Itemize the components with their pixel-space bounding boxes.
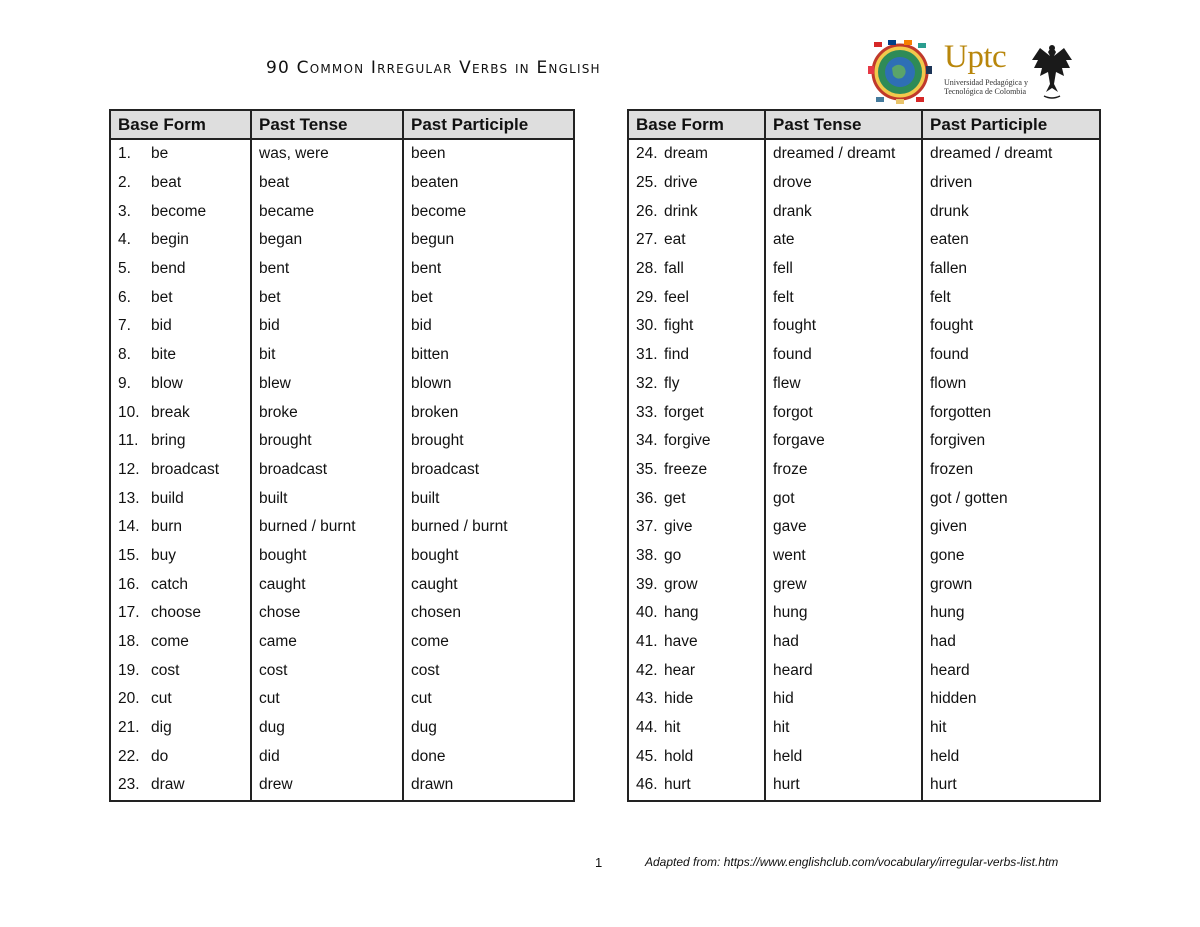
base-form-text: forget bbox=[664, 403, 704, 421]
cell-past-tense: fell bbox=[765, 255, 922, 284]
row-number: 2. bbox=[118, 174, 131, 192]
cell-past-participle: hit bbox=[930, 719, 947, 737]
cell-past-tense: broke bbox=[251, 398, 403, 427]
cell-past-participle: flown bbox=[930, 374, 967, 392]
row-number: 11. bbox=[118, 432, 139, 450]
table-row bbox=[628, 197, 1100, 226]
cell-base-form bbox=[110, 370, 251, 399]
table-row bbox=[110, 427, 574, 456]
base-form-text: drink bbox=[664, 202, 698, 220]
row-number: 27. bbox=[636, 231, 658, 249]
cell-past-participle: given bbox=[930, 518, 968, 536]
source-attribution: Adapted from: https://www.englishclub.com/vocabulary/irregular-verbs-list.htm bbox=[645, 855, 1059, 869]
base-form-text: do bbox=[151, 747, 169, 765]
table-row bbox=[110, 197, 574, 226]
table-row bbox=[110, 226, 574, 255]
cell-past-participle: grown bbox=[930, 575, 973, 593]
base-form-text: build bbox=[151, 489, 184, 507]
header-past-tense: Past Tense bbox=[765, 110, 922, 139]
cell-past-tense: beat bbox=[251, 169, 403, 198]
table-row bbox=[628, 628, 1100, 657]
header-past-participle: Past Participle bbox=[922, 110, 1100, 139]
table-row bbox=[628, 398, 1100, 427]
cell-base-form bbox=[628, 255, 765, 284]
cell-base-form bbox=[628, 484, 765, 513]
cell-past-participle: come bbox=[411, 633, 449, 651]
verbs-table-right bbox=[627, 109, 1101, 802]
cell-past-participle: forgiven bbox=[930, 432, 986, 450]
row-number: 12. bbox=[118, 460, 140, 478]
cell-past-tense: was, were bbox=[251, 139, 403, 169]
row-number: 32. bbox=[636, 374, 658, 392]
cell-past-tense: flew bbox=[765, 370, 922, 399]
cell-base-form bbox=[110, 427, 251, 456]
cell-base-form bbox=[110, 312, 251, 341]
row-number: 9. bbox=[118, 374, 131, 392]
cell-base-form bbox=[628, 370, 765, 399]
cell-past-participle: bent bbox=[411, 260, 442, 278]
cell-past-tense: drove bbox=[765, 169, 922, 198]
cell-base-form bbox=[628, 341, 765, 370]
cell-past-tense: caught bbox=[251, 570, 403, 599]
base-form-text: break bbox=[151, 403, 190, 421]
row-number: 18. bbox=[118, 633, 140, 651]
cell-base-form bbox=[628, 599, 765, 628]
base-form-text: bid bbox=[151, 317, 172, 335]
row-number: 25. bbox=[636, 174, 658, 192]
table-row bbox=[110, 341, 574, 370]
table-row bbox=[628, 656, 1100, 685]
base-form-text: become bbox=[151, 202, 207, 220]
cell-past-participle: done bbox=[411, 747, 446, 765]
header-past-tense: Past Tense bbox=[251, 110, 403, 139]
table-header-row bbox=[110, 110, 574, 139]
table-row bbox=[628, 226, 1100, 255]
base-form-text: bite bbox=[151, 346, 176, 364]
cell-past-tense: dreamed / dreamt bbox=[765, 139, 922, 169]
table-row bbox=[628, 714, 1100, 743]
cell-past-tense: fought bbox=[765, 312, 922, 341]
base-form-text: find bbox=[664, 346, 689, 364]
table-row bbox=[628, 771, 1100, 801]
base-form-text: grow bbox=[664, 575, 698, 593]
row-number: 30. bbox=[636, 317, 658, 335]
cell-past-participle: beaten bbox=[411, 174, 459, 192]
table-row bbox=[110, 570, 574, 599]
base-form-text: choose bbox=[151, 604, 201, 622]
row-number: 17. bbox=[118, 604, 140, 622]
base-form-text: cut bbox=[151, 690, 172, 708]
cell-past-participle: hidden bbox=[930, 690, 977, 708]
cell-base-form bbox=[110, 484, 251, 513]
cell-past-participle: held bbox=[930, 747, 960, 765]
base-form-text: catch bbox=[151, 575, 189, 593]
cell-base-form bbox=[110, 599, 251, 628]
cell-past-tense: broadcast bbox=[251, 456, 403, 485]
cell-past-participle: eaten bbox=[930, 231, 969, 249]
table-row bbox=[110, 742, 574, 771]
cell-past-participle: broadcast bbox=[411, 460, 480, 478]
table-row bbox=[110, 370, 574, 399]
base-form-text: get bbox=[664, 489, 686, 507]
cell-past-participle: burned / burnt bbox=[411, 518, 508, 536]
cell-base-form bbox=[110, 398, 251, 427]
base-form-text: have bbox=[664, 633, 698, 651]
cell-past-participle: fallen bbox=[930, 260, 968, 278]
base-form-text: beat bbox=[151, 174, 182, 192]
cell-past-participle: gone bbox=[930, 546, 965, 564]
table-row bbox=[628, 139, 1100, 169]
cell-past-participle: hurt bbox=[930, 776, 957, 794]
cell-past-tense: held bbox=[765, 742, 922, 771]
row-number: 19. bbox=[118, 661, 140, 679]
base-form-text: bring bbox=[151, 432, 186, 450]
table-row bbox=[628, 169, 1100, 198]
cell-base-form bbox=[628, 714, 765, 743]
cell-past-participle: brought bbox=[411, 432, 464, 450]
row-number: 42. bbox=[636, 661, 658, 679]
header-base-form: Base Form bbox=[628, 110, 765, 139]
cell-base-form bbox=[628, 427, 765, 456]
verbs-table-left bbox=[109, 109, 575, 802]
cell-past-tense: drank bbox=[765, 197, 922, 226]
base-form-text: drive bbox=[664, 174, 698, 192]
table-row bbox=[628, 341, 1100, 370]
cell-base-form bbox=[110, 139, 251, 169]
cell-past-tense: forgot bbox=[765, 398, 922, 427]
cell-base-form bbox=[628, 398, 765, 427]
cell-base-form bbox=[110, 255, 251, 284]
table-row bbox=[628, 513, 1100, 542]
row-number: 13. bbox=[118, 489, 140, 507]
table-row bbox=[110, 599, 574, 628]
cell-base-form bbox=[110, 341, 251, 370]
table-row bbox=[628, 427, 1100, 456]
table-row bbox=[628, 484, 1100, 513]
table-row bbox=[628, 570, 1100, 599]
cell-past-participle: had bbox=[930, 633, 956, 651]
table-row bbox=[110, 656, 574, 685]
base-form-text: hit bbox=[664, 719, 681, 737]
cell-past-participle: become bbox=[411, 202, 467, 220]
base-form-text: begin bbox=[151, 231, 189, 249]
row-number: 45. bbox=[636, 747, 658, 765]
row-number: 8. bbox=[118, 346, 131, 364]
cell-past-tense: got bbox=[765, 484, 922, 513]
table-row bbox=[628, 599, 1100, 628]
cell-past-tense: became bbox=[251, 197, 403, 226]
cell-past-participle: cut bbox=[411, 690, 432, 708]
base-form-text: hear bbox=[664, 661, 696, 679]
cell-past-tense: dug bbox=[251, 714, 403, 743]
row-number: 5. bbox=[118, 260, 131, 278]
base-form-text: dream bbox=[664, 145, 708, 163]
table-row bbox=[110, 542, 574, 571]
cell-base-form bbox=[110, 542, 251, 571]
row-number: 38. bbox=[636, 546, 658, 564]
base-form-text: fall bbox=[664, 260, 684, 278]
cell-past-tense: cut bbox=[251, 685, 403, 714]
cell-past-participle: bought bbox=[411, 546, 459, 564]
cell-past-tense: did bbox=[251, 742, 403, 771]
row-number: 46. bbox=[636, 776, 658, 794]
cell-base-form bbox=[110, 656, 251, 685]
cell-past-participle: cost bbox=[411, 661, 440, 679]
right-table-body bbox=[628, 139, 1100, 801]
cell-base-form bbox=[110, 456, 251, 485]
cell-base-form bbox=[110, 570, 251, 599]
cell-base-form bbox=[628, 771, 765, 801]
cell-base-form bbox=[628, 570, 765, 599]
base-form-text: bend bbox=[151, 260, 186, 278]
eagle-crest-icon bbox=[1030, 38, 1074, 102]
cell-base-form bbox=[628, 139, 765, 169]
table-row bbox=[628, 370, 1100, 399]
header-base-form: Base Form bbox=[110, 110, 251, 139]
cell-past-tense: began bbox=[251, 226, 403, 255]
table-row bbox=[628, 542, 1100, 571]
table-row bbox=[110, 312, 574, 341]
uptc-wordmark: Uptc bbox=[944, 39, 1007, 75]
row-number: 28. bbox=[636, 260, 658, 278]
cell-past-participle: bitten bbox=[411, 346, 449, 364]
cell-past-tense: drew bbox=[251, 771, 403, 801]
row-number: 1. bbox=[118, 145, 131, 163]
row-number: 23. bbox=[118, 776, 140, 794]
cell-past-tense: hung bbox=[765, 599, 922, 628]
base-form-text: hurt bbox=[664, 776, 691, 794]
cell-past-tense: bit bbox=[251, 341, 403, 370]
base-form-text: hang bbox=[664, 604, 699, 622]
cell-past-participle: fought bbox=[930, 317, 974, 335]
cell-past-participle: got / gotten bbox=[930, 489, 1008, 507]
globe-emblem-icon bbox=[868, 40, 932, 104]
row-number: 34. bbox=[636, 432, 658, 450]
cell-past-participle: dreamed / dreamt bbox=[930, 145, 1053, 163]
cell-past-tense: hid bbox=[765, 685, 922, 714]
cell-base-form bbox=[628, 197, 765, 226]
cell-past-participle: driven bbox=[930, 174, 973, 192]
cell-past-participle: blown bbox=[411, 374, 452, 392]
cell-past-participle: drawn bbox=[411, 776, 454, 794]
row-number: 24. bbox=[636, 145, 658, 163]
cell-past-tense: hurt bbox=[765, 771, 922, 801]
row-number: 37. bbox=[636, 518, 658, 536]
cell-base-form bbox=[110, 742, 251, 771]
base-form-text: dig bbox=[151, 719, 172, 737]
row-number: 14. bbox=[118, 518, 140, 536]
cell-past-participle: built bbox=[411, 489, 440, 507]
table-row bbox=[628, 685, 1100, 714]
document-title: 90 Common Irregular Verbs in English bbox=[266, 58, 601, 78]
cell-past-participle: heard bbox=[930, 661, 970, 679]
cell-past-participle: felt bbox=[930, 288, 951, 306]
cell-base-form bbox=[628, 226, 765, 255]
cell-past-participle: broken bbox=[411, 403, 459, 421]
cell-past-participle: chosen bbox=[411, 604, 461, 622]
cell-base-form bbox=[628, 542, 765, 571]
row-number: 43. bbox=[636, 690, 658, 708]
table-header-row bbox=[628, 110, 1100, 139]
base-form-text: forgive bbox=[664, 432, 711, 450]
cell-past-participle: drunk bbox=[930, 202, 969, 220]
table-row bbox=[110, 283, 574, 312]
cell-past-participle: bid bbox=[411, 317, 432, 335]
cell-past-tense: forgave bbox=[765, 427, 922, 456]
row-number: 31. bbox=[636, 346, 658, 364]
base-form-text: cost bbox=[151, 661, 180, 679]
cell-past-tense: cost bbox=[251, 656, 403, 685]
base-form-text: give bbox=[664, 518, 693, 536]
page-number: 1 bbox=[595, 855, 603, 870]
cell-base-form bbox=[110, 714, 251, 743]
row-number: 3. bbox=[118, 202, 131, 220]
table-row bbox=[110, 398, 574, 427]
cell-past-tense: bent bbox=[251, 255, 403, 284]
cell-base-form bbox=[628, 283, 765, 312]
cell-past-tense: heard bbox=[765, 656, 922, 685]
uptc-name-line2: Tecnológica de Colombia bbox=[944, 87, 1027, 96]
base-form-text: go bbox=[664, 546, 682, 564]
row-number: 40. bbox=[636, 604, 658, 622]
cell-past-tense: gave bbox=[765, 513, 922, 542]
cell-past-tense: blew bbox=[251, 370, 403, 399]
row-number: 16. bbox=[118, 575, 140, 593]
cell-past-participle: bet bbox=[411, 288, 433, 306]
cell-past-participle: begun bbox=[411, 231, 455, 249]
cell-past-tense: found bbox=[765, 341, 922, 370]
cell-base-form bbox=[628, 456, 765, 485]
base-form-text: feel bbox=[664, 288, 689, 306]
row-number: 29. bbox=[636, 288, 658, 306]
table-row bbox=[110, 628, 574, 657]
cell-base-form bbox=[110, 513, 251, 542]
table-row bbox=[628, 456, 1100, 485]
header-past-participle: Past Participle bbox=[403, 110, 574, 139]
base-form-text: fly bbox=[664, 374, 680, 392]
row-number: 10. bbox=[118, 403, 140, 421]
cell-base-form bbox=[110, 771, 251, 801]
table-row bbox=[110, 513, 574, 542]
uptc-name-line1: Universidad Pedagógica y bbox=[944, 78, 1028, 87]
uptc-logo bbox=[944, 40, 1034, 104]
base-form-text: freeze bbox=[664, 460, 708, 478]
row-number: 6. bbox=[118, 288, 131, 306]
cell-base-form bbox=[110, 628, 251, 657]
cell-base-form bbox=[628, 513, 765, 542]
cell-base-form bbox=[628, 656, 765, 685]
table-row bbox=[110, 714, 574, 743]
base-form-text: draw bbox=[151, 776, 185, 794]
base-form-text: blow bbox=[151, 374, 183, 392]
cell-base-form bbox=[110, 685, 251, 714]
row-number: 39. bbox=[636, 575, 658, 593]
table-row bbox=[110, 255, 574, 284]
cell-past-tense: bid bbox=[251, 312, 403, 341]
table-row bbox=[110, 771, 574, 801]
cell-base-form bbox=[110, 283, 251, 312]
table-row bbox=[110, 456, 574, 485]
row-number: 33. bbox=[636, 403, 658, 421]
row-number: 20. bbox=[118, 690, 140, 708]
row-number: 22. bbox=[118, 747, 140, 765]
cell-past-tense: felt bbox=[765, 283, 922, 312]
cell-past-participle: dug bbox=[411, 719, 437, 737]
base-form-text: come bbox=[151, 633, 189, 651]
row-number: 7. bbox=[118, 317, 131, 335]
cell-base-form bbox=[628, 742, 765, 771]
cell-past-tense: ate bbox=[765, 226, 922, 255]
base-form-text: be bbox=[151, 145, 169, 163]
cell-past-tense: chose bbox=[251, 599, 403, 628]
row-number: 21. bbox=[118, 719, 140, 737]
table-row bbox=[628, 742, 1100, 771]
cell-base-form bbox=[628, 312, 765, 341]
cell-past-participle: hung bbox=[930, 604, 965, 622]
row-number: 26. bbox=[636, 202, 658, 220]
row-number: 4. bbox=[118, 231, 131, 249]
cell-past-participle: frozen bbox=[930, 460, 974, 478]
cell-past-tense: hit bbox=[765, 714, 922, 743]
base-form-text: eat bbox=[664, 231, 686, 249]
cell-base-form bbox=[628, 169, 765, 198]
cell-base-form bbox=[628, 628, 765, 657]
base-form-text: burn bbox=[151, 518, 183, 536]
base-form-text: broadcast bbox=[151, 460, 220, 478]
cell-past-tense: grew bbox=[765, 570, 922, 599]
base-form-text: buy bbox=[151, 546, 176, 564]
base-form-text: fight bbox=[664, 317, 694, 335]
cell-past-participle: found bbox=[930, 346, 969, 364]
cell-past-tense: bet bbox=[251, 283, 403, 312]
base-form-text: hold bbox=[664, 747, 694, 765]
cell-past-tense: went bbox=[765, 542, 922, 571]
left-table-body bbox=[110, 139, 574, 801]
row-number: 15. bbox=[118, 546, 140, 564]
row-number: 41. bbox=[636, 633, 658, 651]
row-number: 44. bbox=[636, 719, 658, 737]
table-row bbox=[628, 255, 1100, 284]
table-row bbox=[110, 685, 574, 714]
table-row bbox=[628, 312, 1100, 341]
table-row bbox=[110, 169, 574, 198]
cell-base-form bbox=[110, 197, 251, 226]
row-number: 36. bbox=[636, 489, 658, 507]
table-row bbox=[628, 283, 1100, 312]
cell-past-participle: caught bbox=[411, 575, 458, 593]
cell-past-tense: came bbox=[251, 628, 403, 657]
cell-base-form bbox=[110, 226, 251, 255]
table-row bbox=[110, 139, 574, 169]
cell-base-form bbox=[628, 685, 765, 714]
cell-past-tense: burned / burnt bbox=[251, 513, 403, 542]
cell-past-participle: forgotten bbox=[930, 403, 992, 421]
cell-past-participle: been bbox=[411, 145, 446, 163]
table-row bbox=[110, 484, 574, 513]
cell-past-tense: bought bbox=[251, 542, 403, 571]
cell-base-form bbox=[110, 169, 251, 198]
row-number: 35. bbox=[636, 460, 658, 478]
cell-past-tense: brought bbox=[251, 427, 403, 456]
cell-past-tense: froze bbox=[765, 456, 922, 485]
base-form-text: bet bbox=[151, 288, 173, 306]
cell-past-tense: built bbox=[251, 484, 403, 513]
cell-past-tense: had bbox=[765, 628, 922, 657]
base-form-text: hide bbox=[664, 690, 694, 708]
